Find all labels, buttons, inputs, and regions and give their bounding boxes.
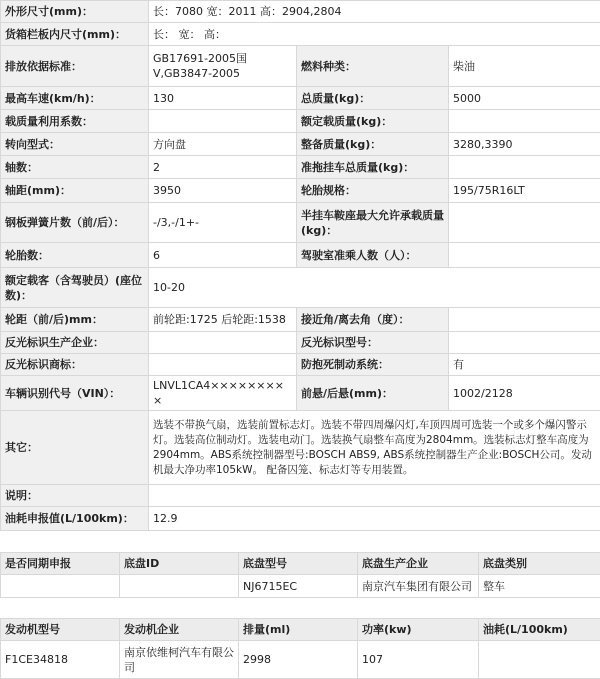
engine-header: 发动机企业 xyxy=(120,619,239,641)
engine-header: 发动机型号 xyxy=(1,619,120,641)
spec-value: 长： 宽： 高： xyxy=(149,23,600,46)
spec-value xyxy=(449,243,600,268)
spec-label: 前悬/后悬(mm)： xyxy=(297,376,449,411)
spec-label: 其它： xyxy=(1,411,149,485)
engine-cell: 2998 xyxy=(239,641,358,679)
spec-value: 1002/2128 xyxy=(449,376,600,411)
chassis-cell xyxy=(1,575,120,598)
engine-cell: 107 xyxy=(358,641,479,679)
spec-value: 3950 xyxy=(149,179,297,203)
spec-value: 6 xyxy=(149,243,297,268)
spec-label: 外形尺寸(mm)： xyxy=(1,1,149,23)
spec-value: 2 xyxy=(149,156,297,179)
engine-header: 油耗(L/100km) xyxy=(479,619,600,641)
spec-value: 长：7080 宽：2011 高：2904,2804 xyxy=(149,1,600,23)
spec-label: 货箱栏板内尺寸(mm)： xyxy=(1,23,149,46)
spec-value xyxy=(449,308,600,332)
spec-value: 12.9 xyxy=(149,507,600,531)
spec-label: 轮胎数： xyxy=(1,243,149,268)
engine-cell: F1CE34818 xyxy=(1,641,120,679)
spec-value: -/3,-/1+- xyxy=(149,203,297,243)
spec-value xyxy=(149,110,297,133)
spec-label: 钢板弹簧片数（前/后）： xyxy=(1,203,149,243)
spec-value: 5000 xyxy=(449,87,600,110)
chassis-cell: NJ6715EC xyxy=(239,575,358,598)
chassis-header: 底盘ID xyxy=(120,553,239,575)
spec-value: 195/75R16LT xyxy=(449,179,600,203)
spec-label: 排放依据标准： xyxy=(1,46,149,87)
spec-label: 油耗申报值(L/100km)： xyxy=(1,507,149,531)
spec-value: GB17691-2005国Ⅴ,GB3847-2005 xyxy=(149,46,297,87)
spec-value xyxy=(449,156,600,179)
spec-label: 反光标识商标： xyxy=(1,354,149,376)
engine-header: 功率(kw) xyxy=(358,619,479,641)
spec-label: 接近角/离去角（度）： xyxy=(297,308,449,332)
spec-label: 转向型式： xyxy=(1,133,149,156)
spec-label: 整备质量(kg)： xyxy=(297,133,449,156)
chassis-header: 底盘型号 xyxy=(239,553,358,575)
chassis-header: 底盘生产企业 xyxy=(358,553,479,575)
spec-value: 有 xyxy=(449,354,600,376)
spec-label: 准拖挂车总质量(kg)： xyxy=(297,156,449,179)
spec-label: 车辆识别代号（VIN）： xyxy=(1,376,149,411)
spec-value: 3280,3390 xyxy=(449,133,600,156)
spec-label: 驾驶室准乘人数（人）： xyxy=(297,243,449,268)
spec-label: 防抱死制动系统： xyxy=(297,354,449,376)
spec-value xyxy=(449,332,600,354)
engine-header: 排量(ml) xyxy=(239,619,358,641)
chassis-cell xyxy=(120,575,239,598)
spec-label: 燃料种类： xyxy=(297,46,449,87)
spec-label: 额定载客（含驾驶员）(座位数)： xyxy=(1,268,149,308)
chassis-header: 是否同期申报 xyxy=(1,553,120,575)
spec-label: 载质量利用系数： xyxy=(1,110,149,133)
spec-label: 说明： xyxy=(1,485,149,507)
spec-label: 轮距（前/后)mm： xyxy=(1,308,149,332)
spec-value: 前轮距:1725 后轮距:1538 xyxy=(149,308,297,332)
spec-label: 额定载质量(kg)： xyxy=(297,110,449,133)
spec-label: 反光标识生产企业： xyxy=(1,332,149,354)
spec-label: 最高车速(km/h)： xyxy=(1,87,149,110)
spec-label: 反光标识型号： xyxy=(297,332,449,354)
spec-value xyxy=(149,332,297,354)
chassis-table xyxy=(0,552,600,598)
spec-value xyxy=(149,485,600,507)
spec-value: 10-20 xyxy=(149,268,600,308)
spec-value: LNVL1CA4××××××××× xyxy=(149,376,297,411)
spec-label: 轴数： xyxy=(1,156,149,179)
spec-value xyxy=(449,203,600,243)
spec-value: 130 xyxy=(149,87,297,110)
spec-value xyxy=(149,354,297,376)
spec-label: 总质量(kg)： xyxy=(297,87,449,110)
spec-value: 柴油 xyxy=(449,46,600,87)
spec-label: 轴距(mm)： xyxy=(1,179,149,203)
spec-value: 方向盘 xyxy=(149,133,297,156)
engine-cell: 南京依维柯汽车有限公司 xyxy=(120,641,239,679)
chassis-cell: 整车 xyxy=(479,575,600,598)
engine-table xyxy=(0,618,600,679)
spec-label: 半挂车鞍座最大允许承载质量(kg)： xyxy=(297,203,449,243)
spec-label: 轮胎规格： xyxy=(297,179,449,203)
spec-value xyxy=(449,110,600,133)
chassis-header: 底盘类别 xyxy=(479,553,600,575)
chassis-cell: 南京汽车集团有限公司 xyxy=(358,575,479,598)
engine-cell xyxy=(479,641,600,679)
spec-value: 选装不带换气扇，选装前置标志灯。选装不带四周爆闪灯,车顶四周可选装一个或多个爆闪警示灯。选装高位制动灯。选装电动门。选装换气扇整车高度为2804mm。选装标志灯整车高度为2904mm。ABS系统控制器型号:BOSCH ABS9, ABS系统控制器生产企业:BOSCH公司。发动机最大净功率105kW。 配备囚笼、标志灯等专用装置。 xyxy=(149,411,600,485)
